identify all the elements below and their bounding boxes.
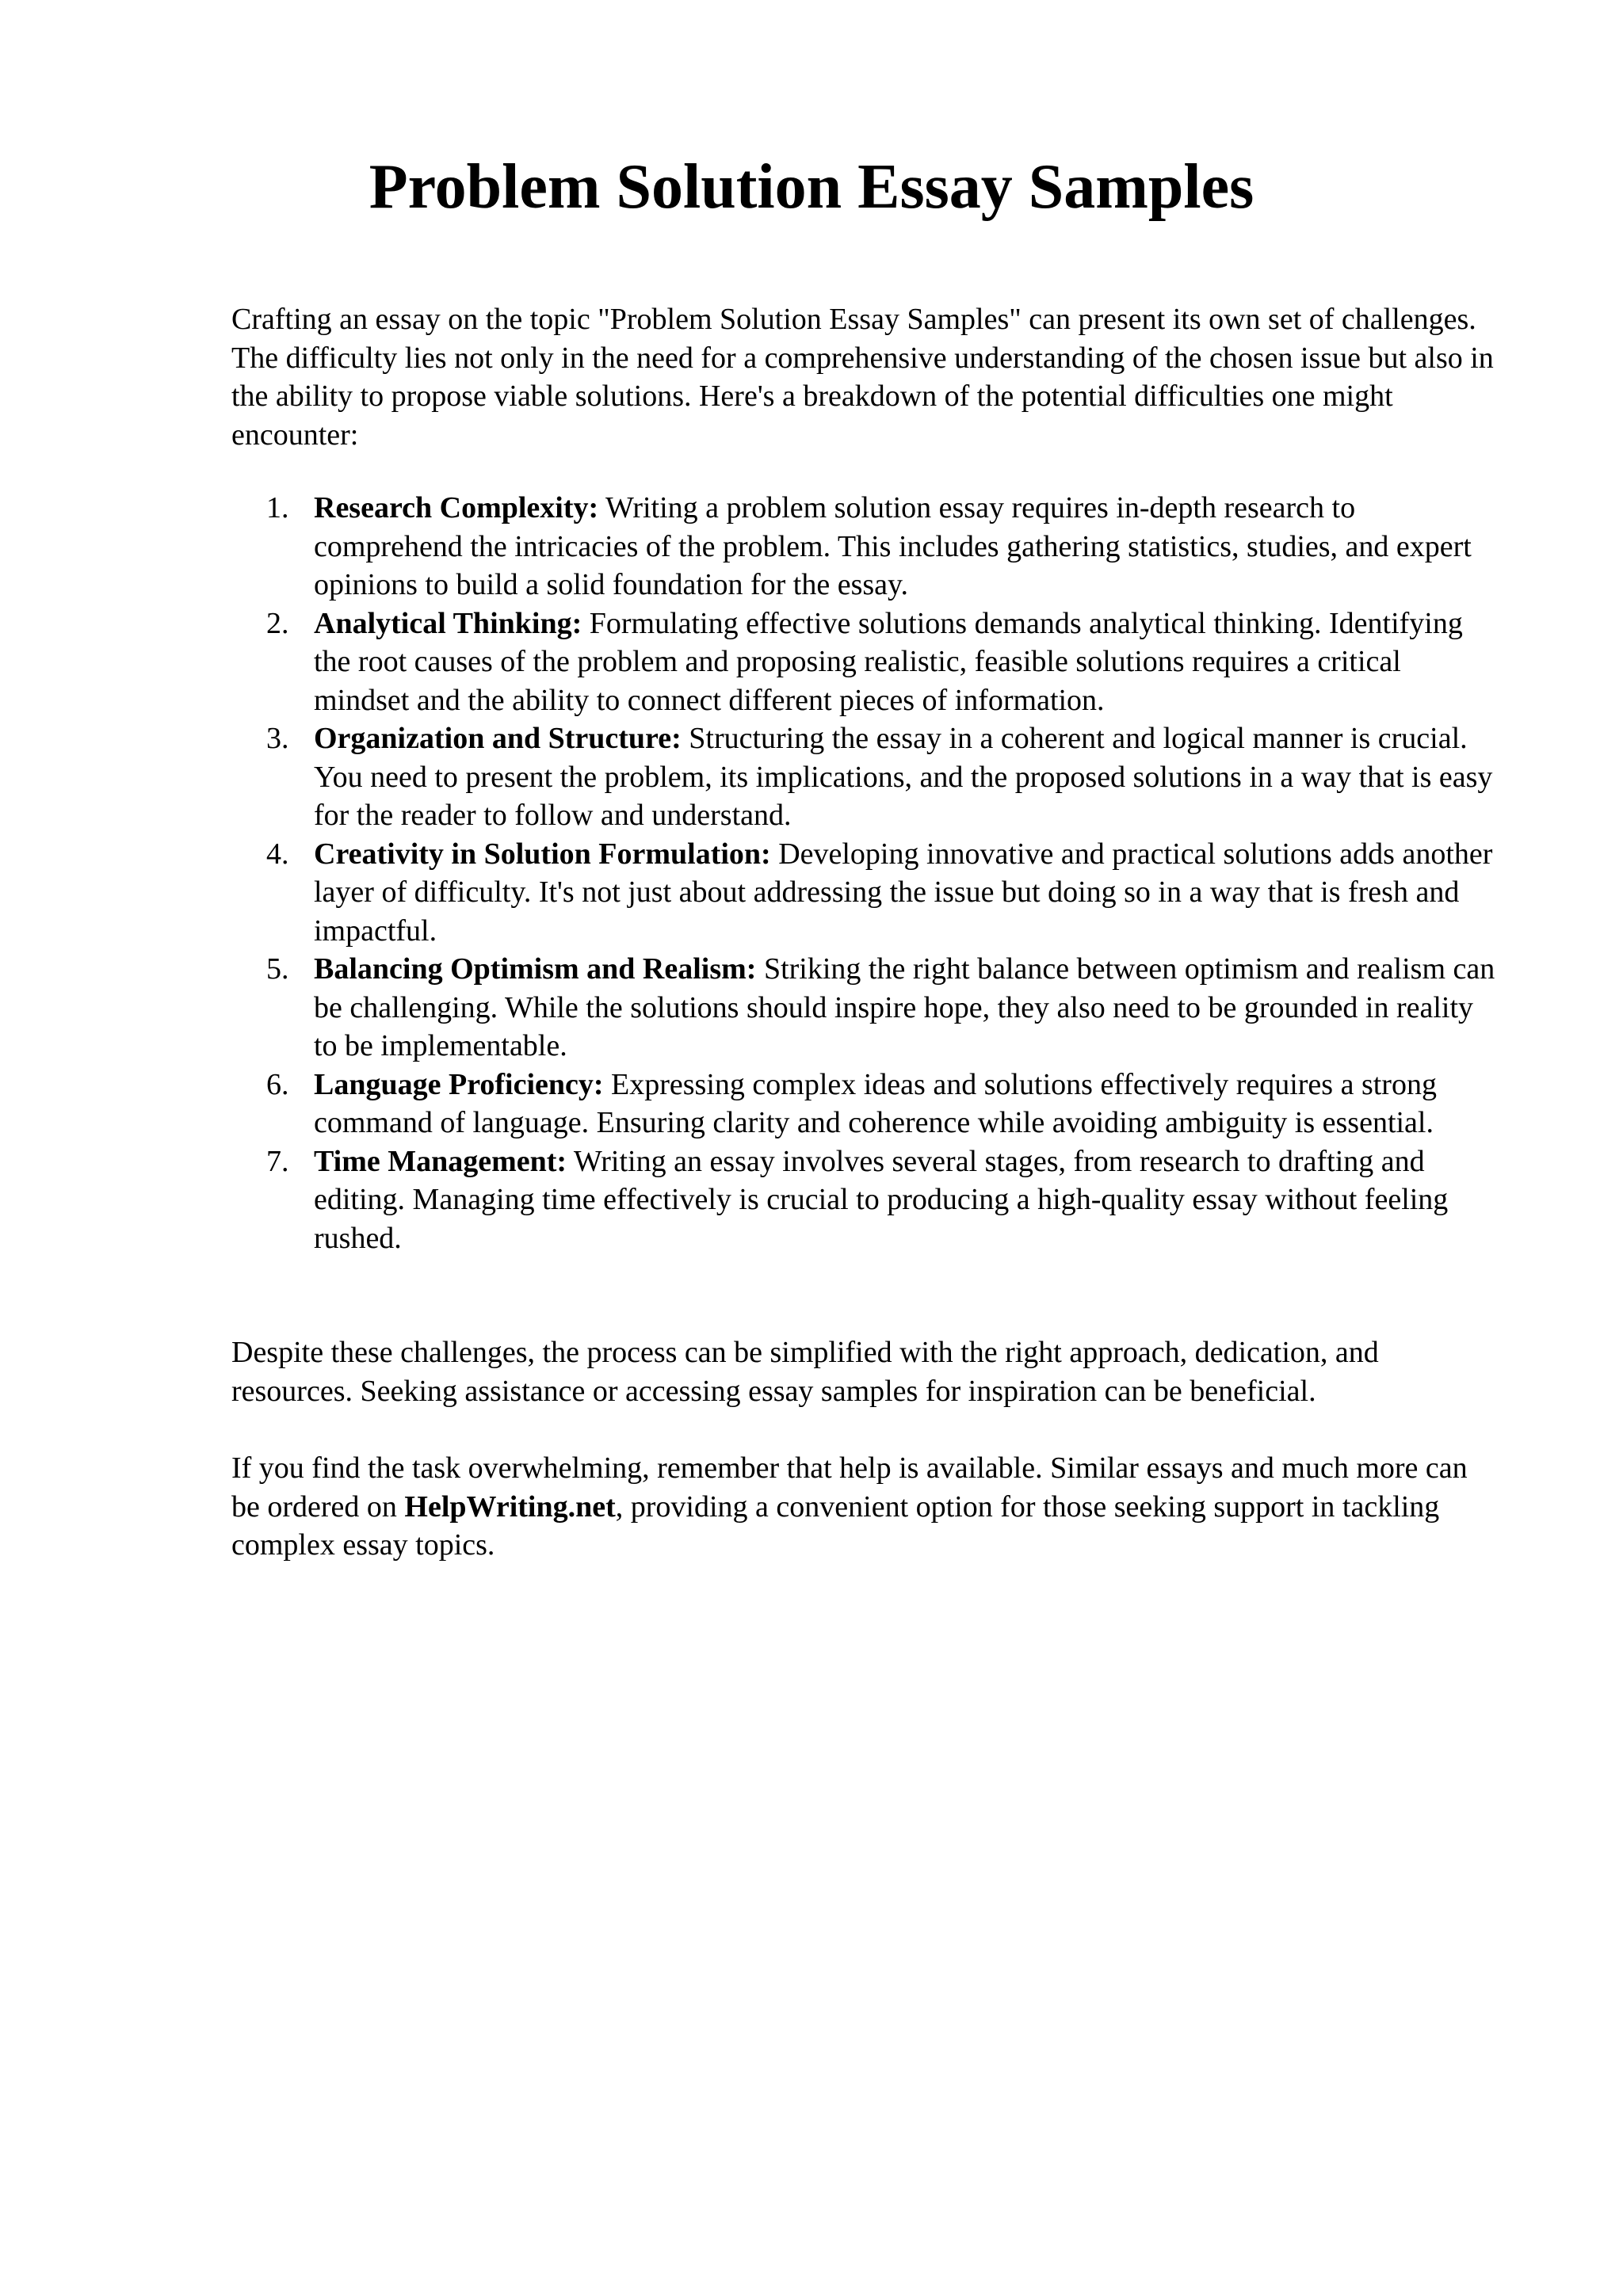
list-item-text: Striking the right balance between optimism and realism can be challenging. While the solutions should inspire hope, they also need to be grounded in reality to be implementable. — [314, 952, 1495, 1062]
list-item-text: Writing an essay involves several stages, from research to drafting and editing. Managing time effectively is crucial to producing a high-quality essay without feeling rushed. — [314, 1144, 1449, 1255]
list-item-text: Structuring the essay in a coherent and logical manner is crucial. You need to present the problem, its implications, and the proposed solutions in a way that is easy for the reader to follow and understand. — [314, 722, 1493, 832]
intro-paragraph: Crafting an essay on the topic "Problem Solution Essay Samples" can present its own set of challenges. The difficulty lies not only in the need for a comprehensive understanding of the chosen issue but also in the ability to propose viable solutions. Here's a breakdown of the potential difficulties one might encounter: — [231, 303, 1494, 452]
list-item-title: Organization and Structure: — [314, 722, 682, 755]
list-item-number: 5. — [266, 952, 289, 986]
help-paragraph — [231, 1449, 1499, 1565]
list-item-text: Developing innovative and practical solutions adds another layer of difficulty. It's not just about addressing the issue but doing so in a way that is fresh and impactful. — [314, 837, 1493, 948]
list-item-title: Language Proficiency: — [314, 1067, 604, 1101]
list-item-text: Formulating effective solutions demands analytical thinking. Identifying the root causes of the problem and proposing realistic, feasible solutions requires a critical mindset and the ability to connect different pieces of information. — [314, 606, 1463, 717]
list-item-number: 7. — [266, 1144, 289, 1178]
list-item-number: 4. — [266, 837, 289, 871]
help-text-after: , providing a convenient option for those seeking support in tackling complex essay topics. — [231, 1489, 1440, 1562]
list-item-text: Writing a problem solution essay requires in-depth research to comprehend the intricacies of the problem. This includes gathering statistics, studies, and expert opinions to build a solid foundation for the essay. — [314, 491, 1472, 601]
list-item — [231, 835, 1499, 951]
list-item-text: Expressing complex ideas and solutions effectively requires a strong command of language. Ensuring clarity and coherence while avoiding ambiguity is essential. — [314, 1067, 1437, 1139]
list-item — [231, 605, 1499, 720]
list-item-title: Balancing Optimism and Realism: — [314, 952, 757, 986]
difficulties-list — [231, 489, 1499, 1257]
list-item-title: Creativity in Solution Formulation: — [314, 837, 771, 871]
list-item-title: Time Management: — [314, 1144, 567, 1178]
list-item-title: Analytical Thinking: — [314, 606, 582, 640]
brand-name: HelpWriting.net — [404, 1489, 616, 1524]
list-item — [231, 719, 1499, 835]
list-item — [231, 950, 1499, 1066]
page-title: Problem Solution Essay Samples — [369, 152, 1254, 222]
list-item — [231, 489, 1499, 605]
list-item-number: 1. — [266, 491, 289, 524]
list-item — [231, 1142, 1499, 1258]
closing-paragraph: Despite these challenges, the process can be simplified with the right approach, dedication, and resources. Seeking assistance or accessing essay samples for inspiration can be beneficial. — [231, 1336, 1379, 1408]
list-item-title: Research Complexity: — [314, 491, 599, 524]
help-text-before: If you find the task overwhelming, remember that help is available. Similar essays and much more can be ordered on — [231, 1451, 1468, 1524]
list-item-number: 2. — [266, 606, 289, 640]
list-item-number: 6. — [266, 1067, 289, 1101]
list-item — [231, 1066, 1499, 1142]
list-item-number: 3. — [266, 722, 289, 755]
